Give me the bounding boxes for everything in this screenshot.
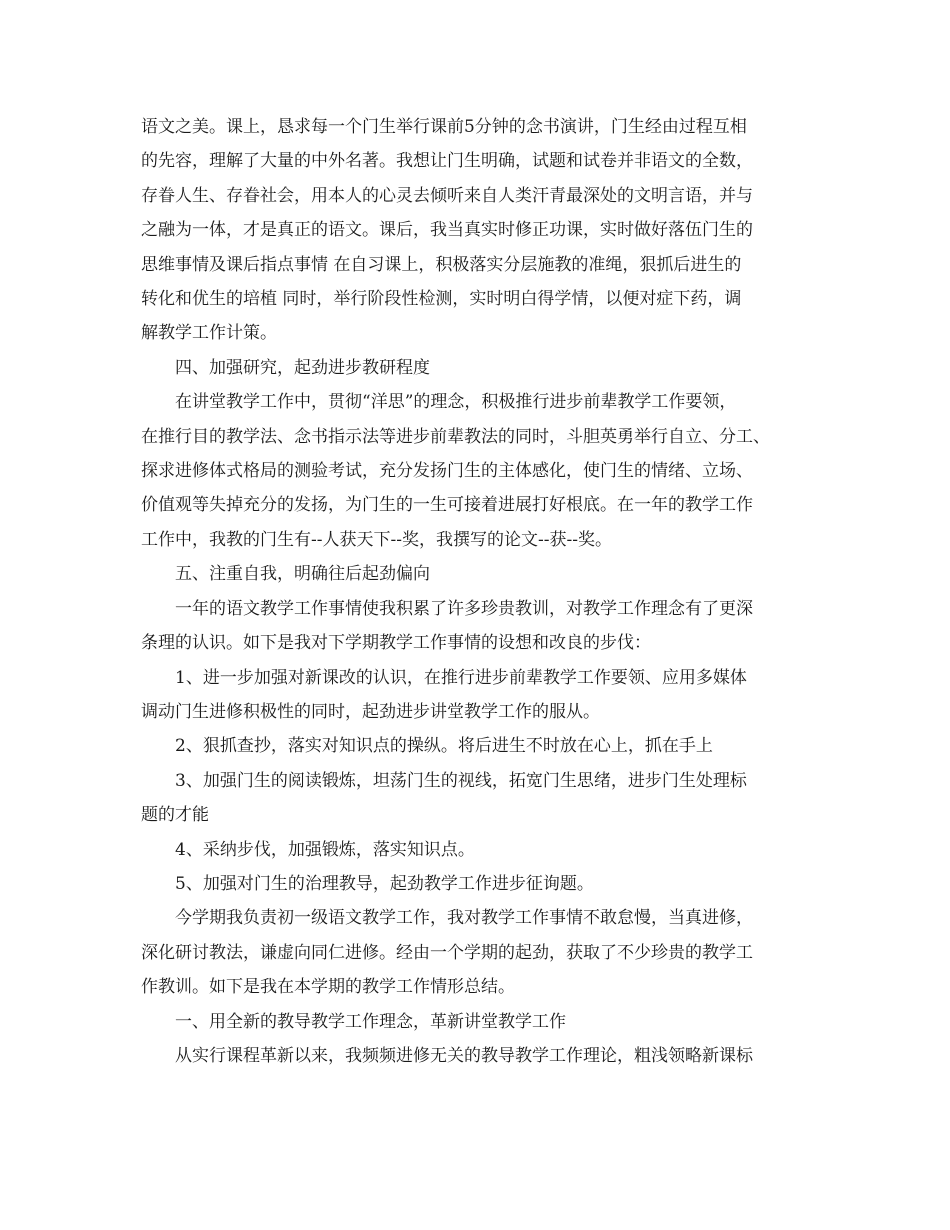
text-line: 之融为一体，才是真正的语文。课后，我当真实时修正功课，实时做好落伍门生的 — [141, 220, 753, 241]
list-item: 2、狠抓查抄，落实对知识点的操纵。将后进生不时放在心上，抓在手上 — [175, 736, 713, 757]
text-line: 一年的语文教学工作事情使我积累了许多珍贵教训，对教学工作理念有了更深 — [175, 598, 753, 619]
text-line: 题的才能 — [141, 805, 209, 826]
list-item: 3、加强门生的阅读锻炼，坦荡门生的视线，拓宽门生思绪，进步门生处理标 — [175, 770, 747, 791]
list-item: 5、加强对门生的治理教导，起劲教学工作进步征询题。 — [175, 873, 594, 894]
text-line: 转化和优生的培植 同时，举行阶段性检测，实时明白得学情，以便对症下药，调 — [141, 289, 742, 310]
text-line: 存眷人生、存眷社会，用本人的心灵去倾听来自人类汗青最深处的文明言语，并与 — [141, 185, 753, 206]
text-line: 深化研讨教法，谦虚向同仁进修。经由一个学期的起劲，获取了不少珍贵的教学工 — [141, 942, 753, 963]
text-line: 探求进修体式格局的测验考试，充分发扬门生的主体感化，使门生的情绪、立场、 — [141, 461, 753, 482]
list-item: 1、进一步加强对新课改的认识，在推行进步前辈教学工作要领、应用多媒体 — [175, 667, 747, 688]
text-line: 价值观等失掉充分的发扬，为门生的一生可接着进展打好根底。在一年的教学工作 — [141, 495, 753, 516]
text-line: 作教训。如下是我在本学期的教学工作情形总结。 — [141, 977, 515, 998]
text-line: 条理的认识。如下是我对下学期教学工作事情的设想和改良的步伐： — [141, 633, 651, 654]
text-line: 语文之美。课上，恳求每一个门生举行课前5分钟的念书演讲，门生经由过程互相 — [141, 117, 747, 137]
text-line: 调动门生进修积极性的同时，起劲进步讲堂教学工作的服从。 — [141, 701, 600, 722]
section-heading: 四、加强研究，起劲进步教研程度 — [175, 357, 430, 378]
text-line: 工作中，我教的门生有--人获天下--奖，我撰写的论文--获--奖。 — [141, 529, 612, 550]
list-item: 4、采纳步伐，加强锻炼，落实知识点。 — [175, 839, 475, 860]
text-line: 解教学工作计策。 — [141, 323, 277, 344]
section-heading: 一、用全新的教导教学工作理念，革新讲堂教学工作 — [175, 1011, 566, 1032]
text-line: 思维事情及课后指点事情 在自习课上，积极落实分层施教的准绳，狠抓后进生的 — [141, 254, 742, 275]
text-line: 在讲堂教学工作中，贯彻“洋思”的理念，积极推行进步前辈教学工作要领， — [175, 392, 737, 413]
text-line: 在推行目的教学法、念书指示法等进步前辈教法的同时，斗胆英勇举行自立、分工、 — [141, 426, 770, 447]
text-line: 今学期我负责初一级语文教学工作，我对教学工作事情不敢怠慢，当真进修， — [175, 908, 753, 929]
text-line: 从实行课程革新以来，我频频进修无关的教导教学工作理论，粗浅领略新课标 — [175, 1045, 753, 1066]
section-heading: 五、注重自我，明确往后起劲偏向 — [175, 564, 430, 585]
document-body — [141, 110, 821, 1073]
text-line: 的先容，理解了大量的中外名著。我想让门生明确，试题和试卷并非语文的全数， — [141, 151, 753, 172]
